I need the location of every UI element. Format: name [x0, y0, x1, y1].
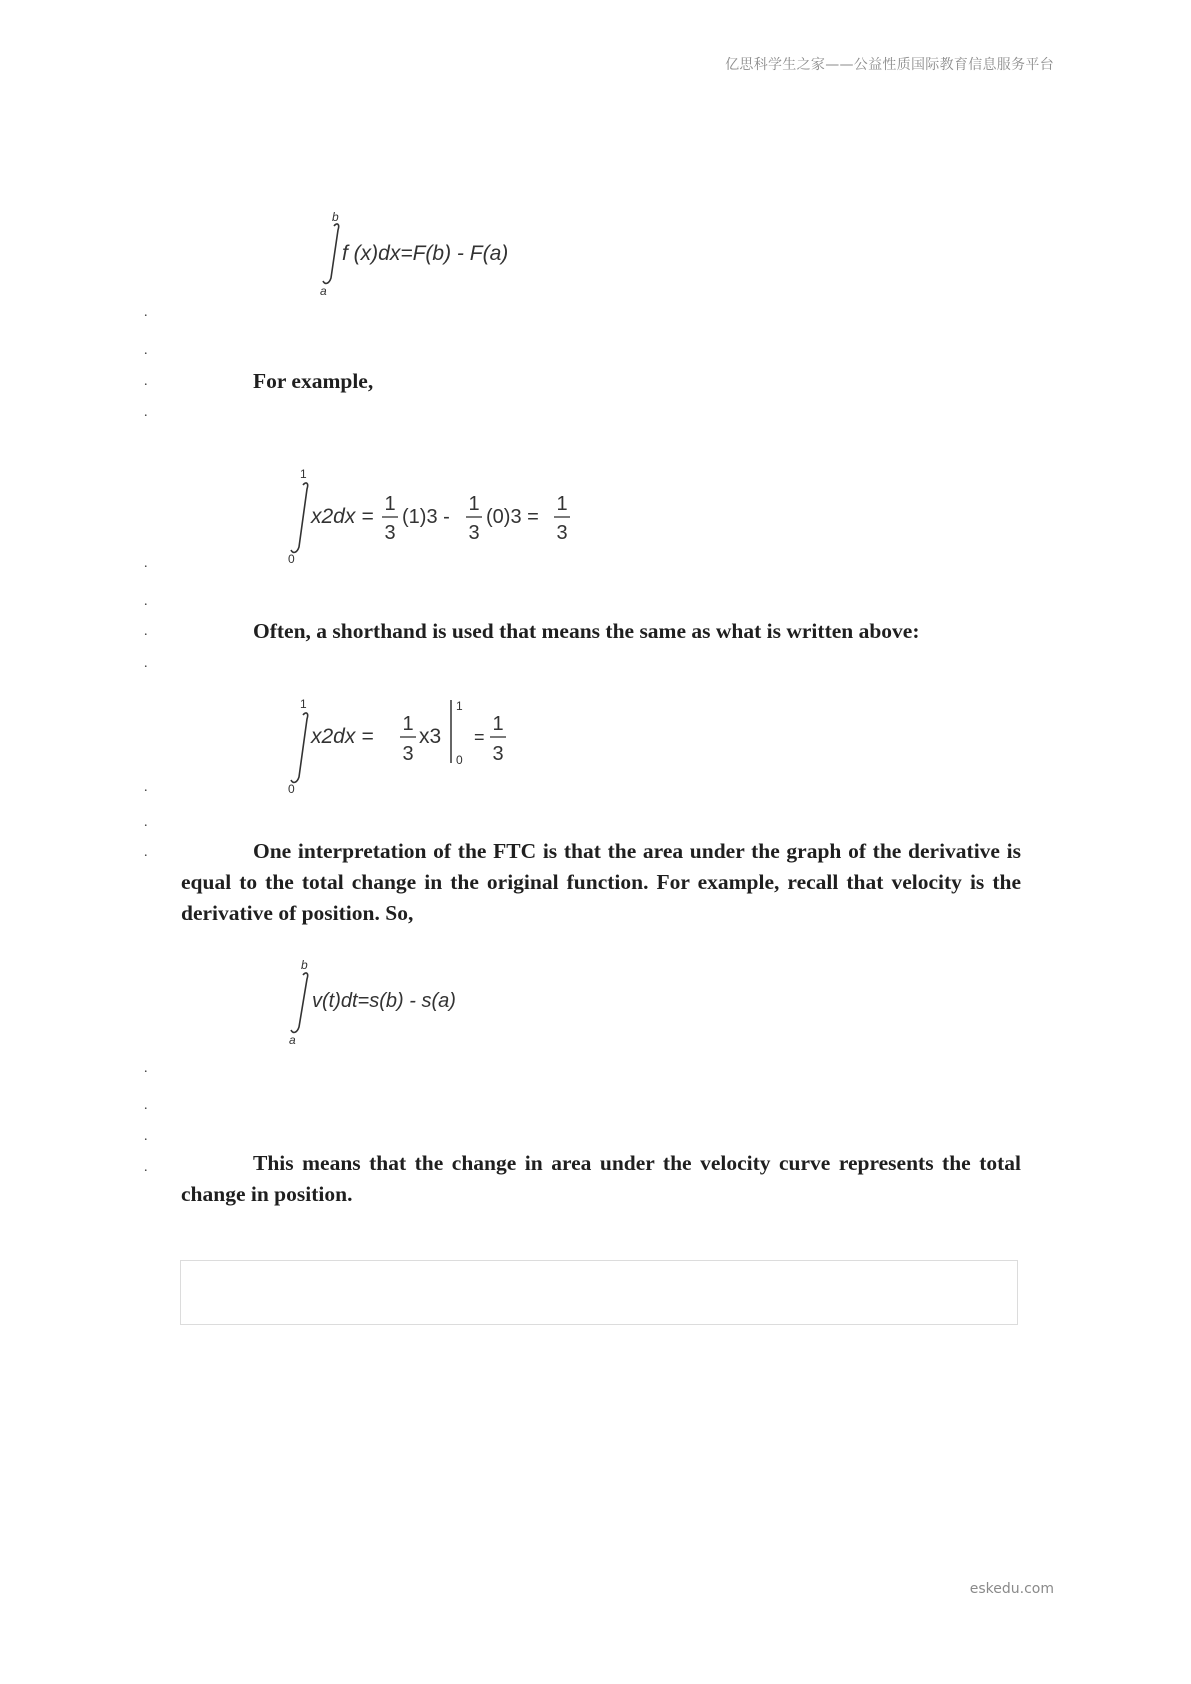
- example-result-denominator: 3: [556, 522, 568, 544]
- bullet: .: [144, 656, 148, 671]
- bullet: .: [144, 845, 148, 860]
- velocity-formula: [289, 957, 529, 1047]
- velocity-body: v(t)dt=s(b) - s(a): [312, 990, 456, 1012]
- paragraph-for-example: [181, 366, 1021, 397]
- shorthand-eval-lower: 0: [456, 753, 463, 767]
- shorthand-formula: [288, 695, 528, 795]
- shorthand-formula-graphic: [288, 695, 528, 795]
- integral-sign-icon: [291, 713, 308, 782]
- example-term2-denominator: 3: [468, 522, 480, 544]
- bullet: .: [144, 1061, 148, 1076]
- integral-sign-icon: [291, 973, 308, 1032]
- paragraph-conclusion-text: This means that the change in area under the velocity curve represents the total change in position.: [181, 1151, 1021, 1206]
- bullet: .: [144, 780, 148, 795]
- paragraph-interpretation-text: One interpretation of the FTC is that the area under the graph of the derivative is equal to the total change in the original function. For example, recall that velocity is the derivative of position. So,: [181, 839, 1021, 925]
- example-formula: [288, 465, 608, 565]
- shorthand-fraction-numerator: 1: [402, 713, 414, 735]
- empty-content-box: [180, 1260, 1018, 1325]
- integral-sign-icon: [291, 483, 308, 552]
- page-header: 亿思科学生之家——公益性质国际教育信息服务平台: [725, 57, 1054, 73]
- shorthand-integrand: x2dx =: [311, 725, 374, 748]
- ftc-upper-limit: b: [332, 210, 339, 224]
- velocity-upper-limit: b: [301, 958, 308, 972]
- example-lower-limit: 0: [288, 552, 295, 566]
- shorthand-result-numerator: 1: [492, 713, 504, 735]
- paragraph-interpretation: [181, 836, 1021, 929]
- shorthand-eval-upper: 1: [456, 699, 463, 713]
- bullet: .: [144, 405, 148, 420]
- example-upper-limit: 1: [300, 467, 307, 481]
- paragraph-shorthand-intro-text: Often, a shorthand is used that means the same as what is written above:: [253, 619, 920, 643]
- velocity-lower-limit: a: [289, 1033, 296, 1047]
- ftc-formula-graphic: [316, 208, 556, 298]
- ftc-lower-limit: a: [320, 284, 327, 298]
- example-term1-denominator: 3: [384, 522, 396, 544]
- bullet: .: [144, 594, 148, 609]
- bullet: .: [144, 1129, 148, 1144]
- paragraph-shorthand-intro: [181, 616, 1021, 647]
- page-footer: eskedu.com: [969, 1581, 1054, 1597]
- shorthand-upper-limit: 1: [300, 697, 307, 711]
- bullet: .: [144, 624, 148, 639]
- paragraph-conclusion: [181, 1148, 1021, 1210]
- bullet: .: [144, 374, 148, 389]
- ftc-body: f (x)dx=F(b) - F(a): [342, 242, 509, 265]
- shorthand-fraction-rest: x3: [419, 725, 442, 748]
- shorthand-result-denominator: 3: [492, 743, 504, 765]
- shorthand-lower-limit: 0: [288, 782, 295, 796]
- shorthand-equals: =: [474, 727, 485, 747]
- example-formula-graphic: [288, 465, 608, 565]
- example-integrand: x2dx =: [311, 505, 374, 528]
- paragraph-for-example-text: For example,: [253, 369, 374, 393]
- bullet: .: [144, 1098, 148, 1113]
- bullet: .: [144, 1160, 148, 1175]
- example-result-numerator: 1: [556, 493, 568, 515]
- example-term1-rest: (1)3 -: [402, 506, 450, 528]
- bullet: .: [144, 305, 148, 320]
- velocity-formula-graphic: [289, 957, 529, 1047]
- ftc-formula: [316, 208, 556, 298]
- bullet: .: [144, 556, 148, 571]
- example-term2-numerator: 1: [468, 493, 480, 515]
- bullet: .: [144, 343, 148, 358]
- example-term1-numerator: 1: [384, 493, 396, 515]
- shorthand-fraction-denominator: 3: [402, 743, 414, 765]
- bullet: .: [144, 815, 148, 830]
- integral-sign-icon: [323, 224, 339, 283]
- example-term2-rest: (0)3 =: [486, 506, 539, 528]
